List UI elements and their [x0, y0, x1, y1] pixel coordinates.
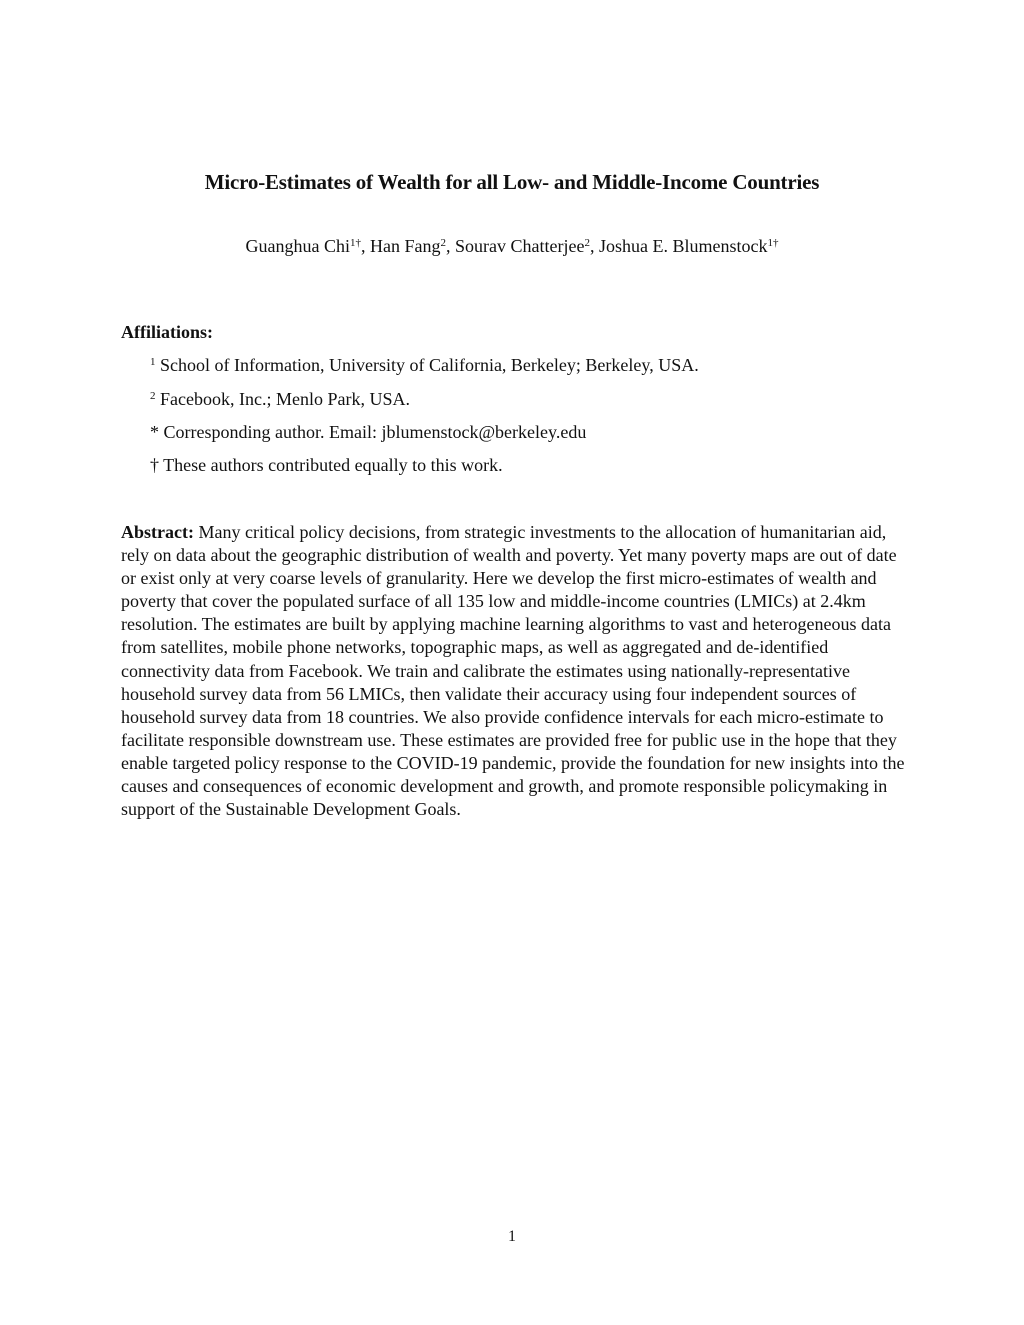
author-separator: ,: [446, 236, 455, 256]
author-name: Joshua E. Blumenstock: [598, 236, 768, 256]
author-name: Han Fang: [370, 236, 441, 256]
author-affiliation-mark: 1†: [767, 237, 779, 249]
abstract: [121, 521, 911, 821]
author-affiliation-mark: 2: [584, 237, 590, 249]
author-separator: ,: [361, 236, 370, 256]
author-list: [0, 236, 1024, 257]
author-name: Sourav Chatterjee: [455, 236, 585, 256]
author-separator: ,: [589, 236, 599, 256]
author-name: Guanghua Chi: [245, 236, 350, 256]
affiliations-heading: Affiliations:: [121, 322, 213, 342]
affiliation-line: [150, 389, 410, 410]
affiliation-mark: 1: [150, 356, 156, 368]
affiliation-text: School of Information, University of California, Berkeley; Berkeley, USA.: [155, 355, 699, 375]
affiliation-mark: 2: [150, 390, 156, 402]
corresponding-author-note: [150, 422, 586, 443]
author-affiliation-mark: 2: [440, 237, 446, 249]
affiliation-text: * Corresponding author. Email: jblumenstock@berkeley.edu: [150, 422, 587, 442]
abstract-text: Many critical policy decisions, from strategic investments to the allocation of humanitarian aid, rely on data about the geographic distribution of wealth and poverty. Yet many poverty maps are out of date or exist only at very coarse levels of granularity. Here we develop the first micro-estimates of wealth and poverty that cover the populated surface of all 135 low and middle-income countries (LMICs) at 2.4km resolution. The estimates are built by applying machine learning algorithms to vast and heterogeneous data from satellites, mobile phone networks, topographic maps, as well as aggregated and de-identified connectivity data from Facebook. We train and calibrate the estimates using nationally-representative household survey data from 56 LMICs, then validate their accuracy using four independent sources of household survey data from 18 countries. We also provide confidence intervals for each micro-estimate to facilitate responsible downstream use. These estimates are provided free for public use in the hope that they enable targeted policy response to the COVID-19 pandemic, provide the foundation for new insights into the causes and consequences of economic development and growth, and promote responsible policymaking in support of the Sustainable Development Goals.: [121, 522, 905, 820]
page-number: 1: [508, 1228, 516, 1245]
affiliation-text: † These authors contributed equally to this work.: [150, 455, 503, 475]
affiliation-text: Facebook, Inc.; Menlo Park, USA.: [155, 389, 410, 409]
equal-contribution-note: [150, 455, 503, 476]
abstract-label: Abstract:: [121, 522, 194, 542]
affiliation-line: [150, 355, 699, 376]
paper-title: Micro-Estimates of Wealth for all Low- and Middle-Income Countries: [204, 170, 820, 194]
author-affiliation-mark: 1†: [350, 237, 361, 249]
